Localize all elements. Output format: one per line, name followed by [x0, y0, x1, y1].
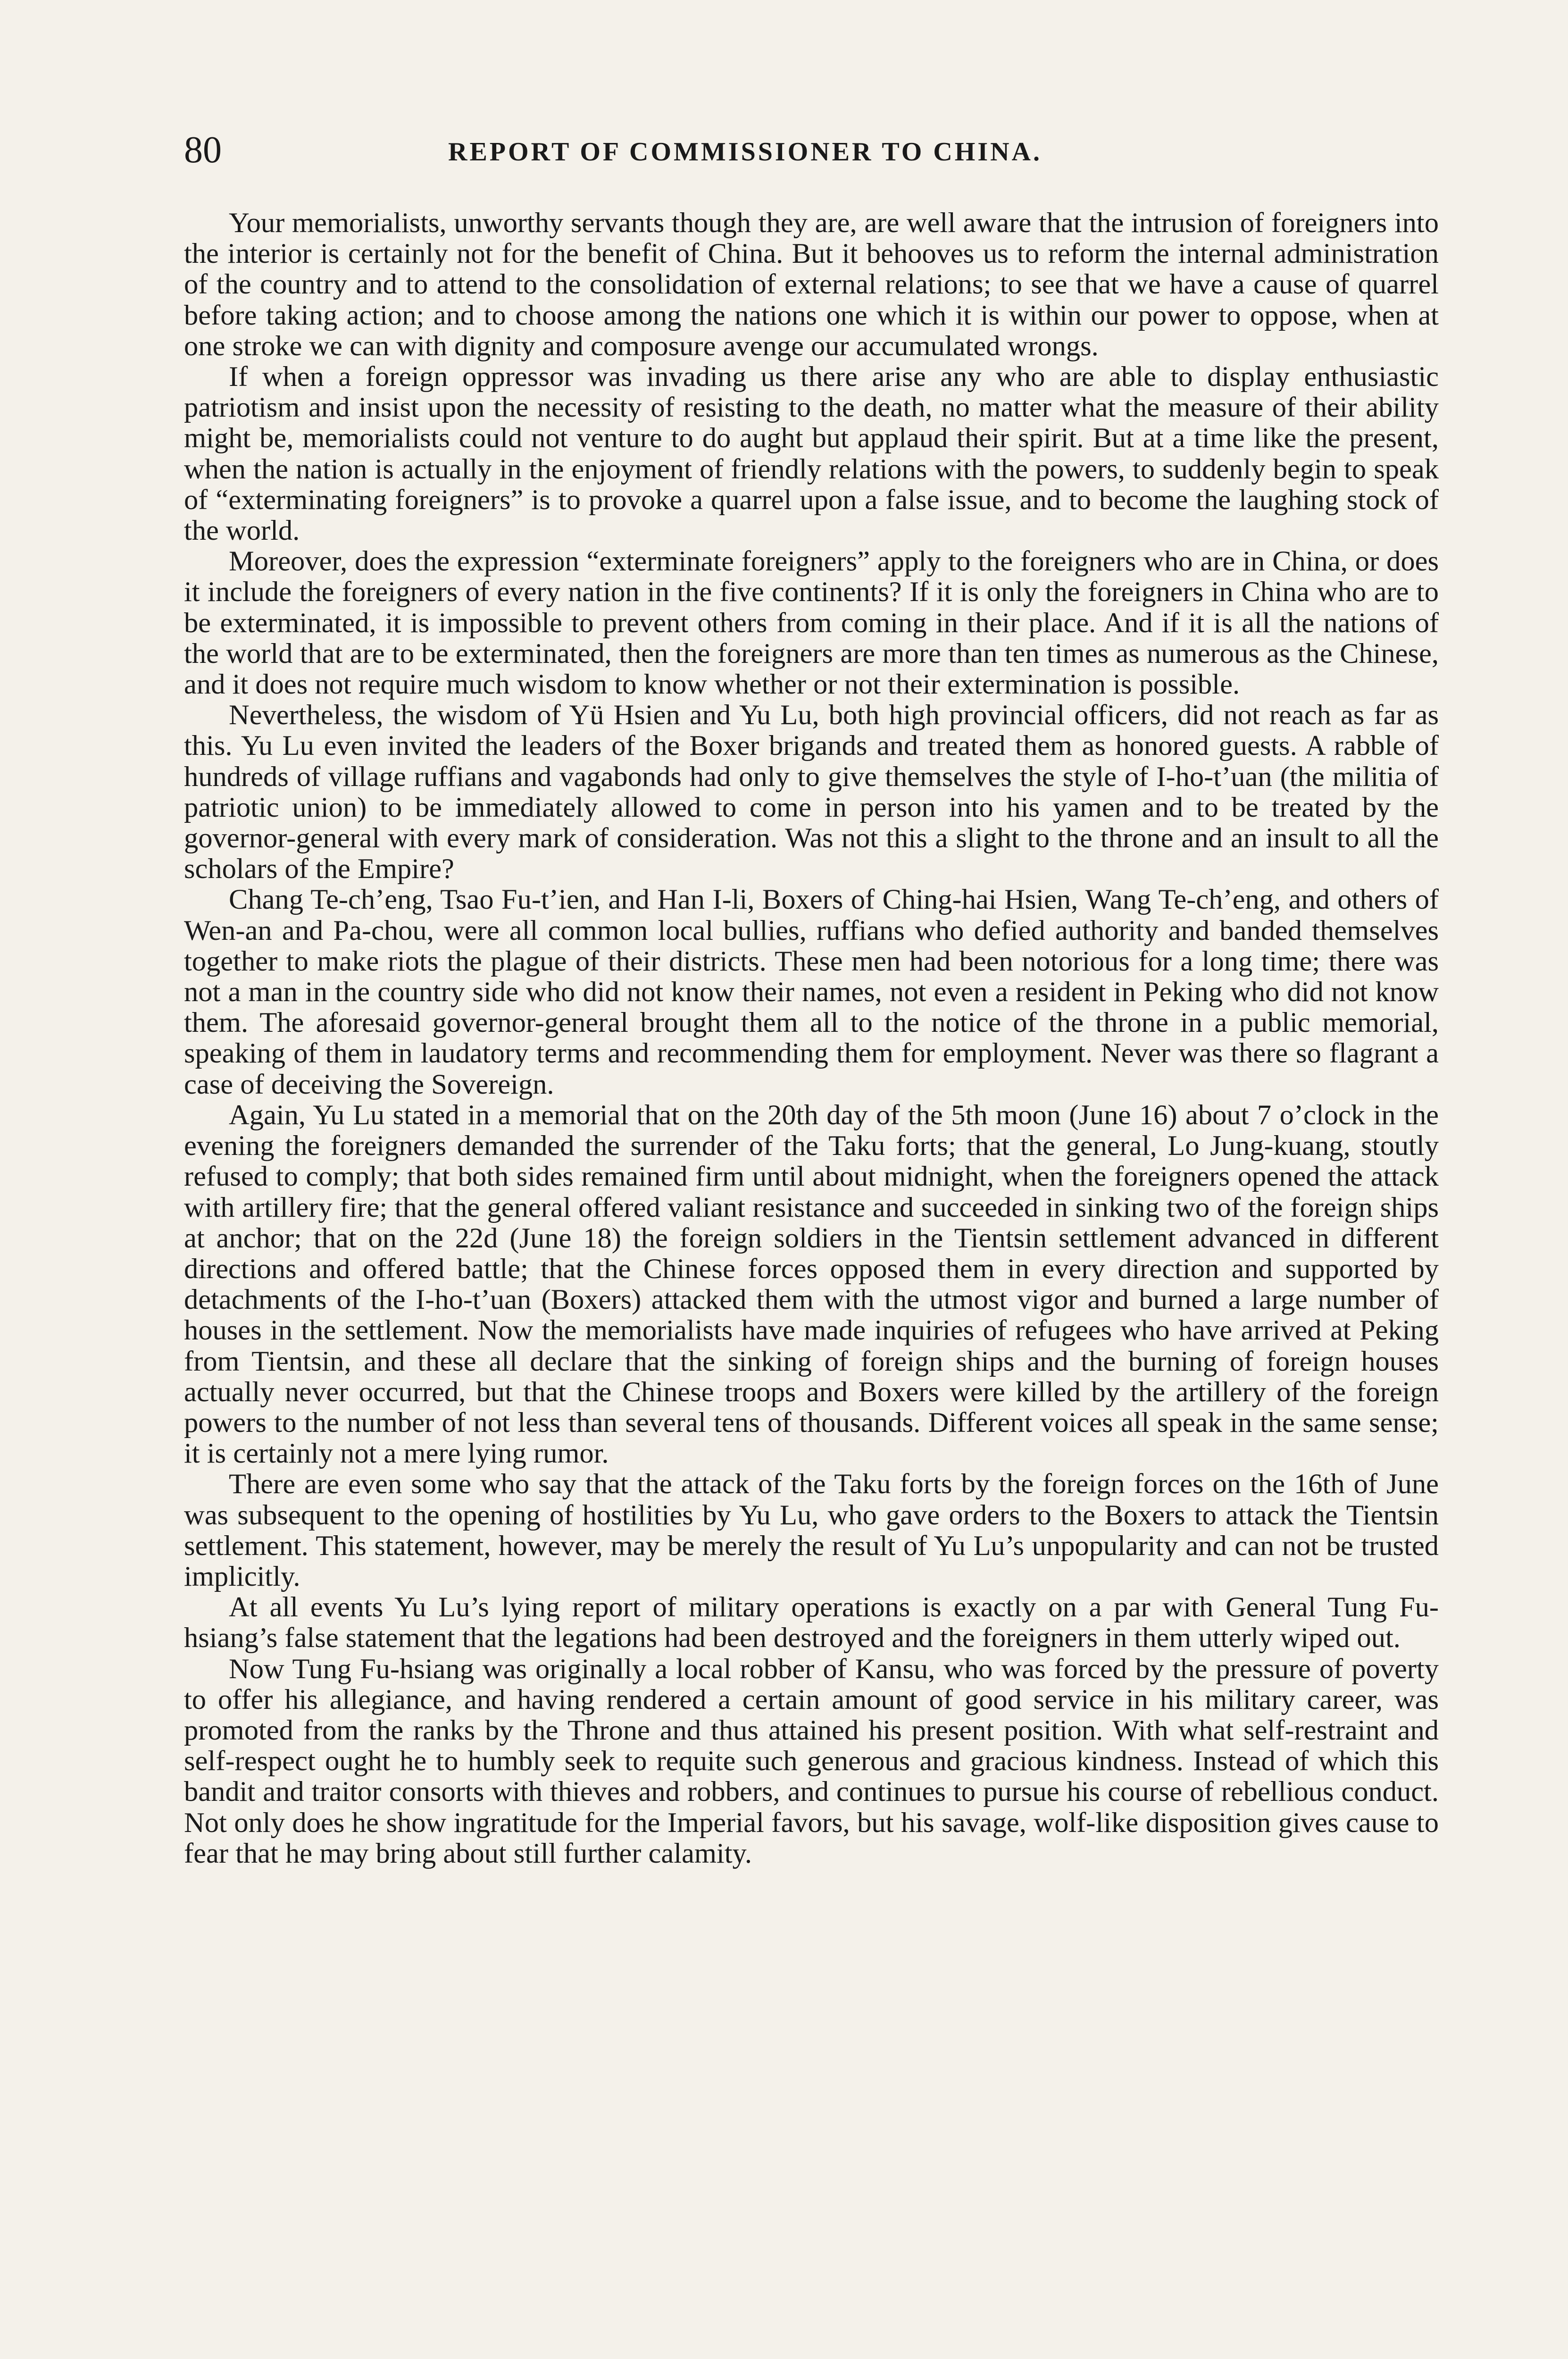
paragraph: Now Tung Fu-hsiang was originally a local robber of Kansu, who was forced by the pressure of poverty to offer his allegiance, and having rendered a certain amount of good service in his military career, was promoted from the ranks by the Throne and thus attained his present position. With what self-restraint and self-respect ought he to humbly seek to requite such generous and gracious kindness. Instead of which this bandit and traitor consorts with thieves and robbers, and continues to pursue his course of rebellious conduct. Not only does he show ingratitude for the Imperial favors, but his savage, wolf-like disposition gives cause to fear that he may bring about still further calamity. — [184, 1653, 1439, 1869]
page-header — [184, 126, 1439, 178]
paragraph: There are even some who say that the attack of the Taku forts by the foreign forces on the 16th of June was subsequent to the opening of hostilities by Yu Lu, who gave orders to the Boxers to attack the Tientsin settlement. This statement, however, may be merely the result of Yu Lu’s unpopularity and can not be trusted implicitly. — [184, 1468, 1439, 1592]
body-text — [184, 208, 1439, 1869]
paragraph: If when a foreign oppressor was invading us there arise any who are able to display enthusiastic patriotism and insist upon the necessity of resisting to the death, no matter what the measure of their ability might be, memorialists could not venture to do aught but applaud their spirit. But at a time like the present, when the nation is actually in the enjoyment of friendly relations with the powers, to suddenly begin to speak of “exterminating foreigners” is to provoke a quarrel upon a false issue, and to become the laughing stock of the world. — [184, 361, 1439, 547]
paragraph: Your memorialists, unworthy servants though they are, are well aware that the intrusion of foreigners into the interior is certainly not for the benefit of China. But it behooves us to reform the internal administration of the country and to attend to the consolidation of external relations; to see that we have a cause of quarrel before taking action; and to choose among the nations one which it is within our power to oppose, when at one stroke we can with dignity and composure avenge our accumulated wrongs. — [184, 207, 1439, 362]
paragraph: Chang Te-ch’eng, Tsao Fu-t’ien, and Han I-li, Boxers of Ching-hai Hsien, Wang Te-ch’eng, and others of Wen-an and Pa-chou, were all common local bullies, ruffians who defied authority and banded themselves together to make riots the plague of their districts. These men had been notorious for a long time; there was not a man in the country side who did not know their names, not even a resident in Peking who did not know them. The aforesaid governor-general brought them all to the notice of the throne in a public memorial, speaking of them in laudatory terms and recommending them for employment. Never was there so flagrant a case of deceiving the Sovereign. — [184, 884, 1439, 1100]
paragraph: Moreover, does the expression “exterminate foreigners” apply to the foreigners who are in China, or does it include the foreigners of every nation in the five continents? If it is only the foreigners in China who are to be exterminated, it is impossible to prevent others from coming in their place. And if it is all the nations of the world that are to be exterminated, then the foreigners are more than ten times as numerous as the Chinese, and it does not require much wisdom to know whether or not their extermination is possible. — [184, 545, 1439, 701]
running-head: REPORT OF COMMISSIONER TO CHINA. — [448, 137, 1042, 167]
paragraph: At all events Yu Lu’s lying report of military operations is exactly on a par with General Tung Fu-hsiang’s false statement that the legations had been destroyed and the foreigners in them utterly wiped out. — [184, 1591, 1439, 1654]
paragraph: Again, Yu Lu stated in a memorial that on the 20th day of the 5th moon (June 16) about 7 o’clock in the evening the foreigners demanded the surrender of the Taku forts; that the general, Lo Jung-kuang, stoutly refused to comply; that both sides remained firm until about midnight, when the foreigners opened the attack with artillery fire; that the general offered valiant resistance and succeeded in sinking two of the foreign ships at anchor; that on the 22d (June 18) the foreign soldiers in the Tientsin settlement advanced in different directions and offered battle; that the Chinese forces opposed them in every direction and supported by detachments of the I-ho-t’uan (Boxers) attacked them with the utmost vigor and burned a large number of houses in the settlement. Now the memorialists have made inquiries of refugees who have arrived at Peking from Tientsin, and these all declare that the sinking of foreign ships and the burning of foreign houses actually never occurred, but that the Chinese troops and Boxers were killed by the artillery of the foreign powers to the number of not less than several tens of thousands. Different voices all speak in the same sense; it is certainly not a mere lying rumor. — [184, 1099, 1439, 1470]
page-number: 80 — [184, 129, 222, 171]
paragraph: Nevertheless, the wisdom of Yü Hsien and Yu Lu, both high provincial officers, did not reach as far as this. Yu Lu even invited the leaders of the Boxer brigands and treated them as honored guests. A rabble of hundreds of village ruffians and vagabonds had only to give themselves the style of I-ho-t’uan (the militia of patriotic union) to be immediately allowed to come in person into his yamen and to be treated by the governor-general with every mark of consideration. Was not this a slight to the throne and an insult to all the scholars of the Empire? — [184, 699, 1439, 885]
